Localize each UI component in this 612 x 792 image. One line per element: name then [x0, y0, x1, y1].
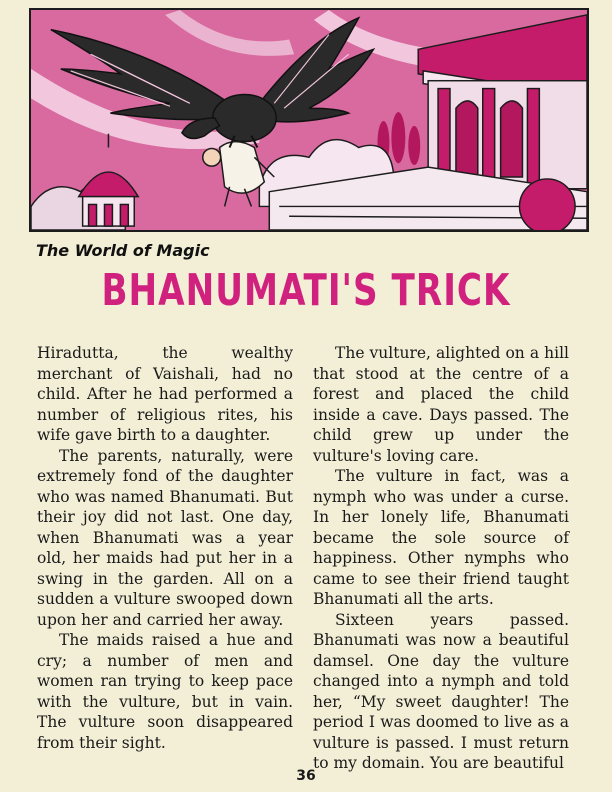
paragraph: The vulture in fact, was a nymph who was under a curse. In her lonely life, Bhanumati became the sole source of happiness. Other nymphs who came to see their friend taught Bhanumati all the arts.: [313, 467, 569, 608]
story-title: BHANUMATI'S TRICK: [101, 264, 511, 316]
story-illustration: [29, 8, 589, 232]
section-label: The World of Magic: [36, 241, 210, 260]
page-number: 36: [296, 768, 316, 784]
left-column: [37, 343, 293, 753]
paragraph: The parents, naturally, were extremely fond of the daughter who was named Bhanumati. But their joy did not last. One day, when Bhanumati was a year old, her maids had put her in a swing in the garden. All on a sudden a vulture swooped down upon her and carried her away.: [37, 446, 293, 629]
paragraph: The vulture, alighted on a hill that stood at the centre of a forest and placed the child inside a cave. Days passed. The child grew up under the vulture's loving care.: [313, 344, 569, 465]
paragraph: Hiradutta, the wealthy merchant of Vaishali, had no child. After he had performed a number of religious rites, his wife gave birth to a daughter.: [37, 344, 293, 444]
right-column: [313, 343, 569, 774]
vulture-carrying-child-illustration: [31, 10, 587, 230]
paragraph: The maids raised a hue and cry; a number of men and women ran trying to keep pace with the vulture, but in vain. The vulture soon disappeared from their sight.: [37, 631, 293, 752]
paragraph: Sixteen years passed. Bhanumati was now a beautiful damsel. One day the vulture changed into a nymph and told her, “My sweet daughter! The period I was doomed to live as a vulture is passed. I must return to my domain. You are beautiful: [313, 610, 569, 772]
